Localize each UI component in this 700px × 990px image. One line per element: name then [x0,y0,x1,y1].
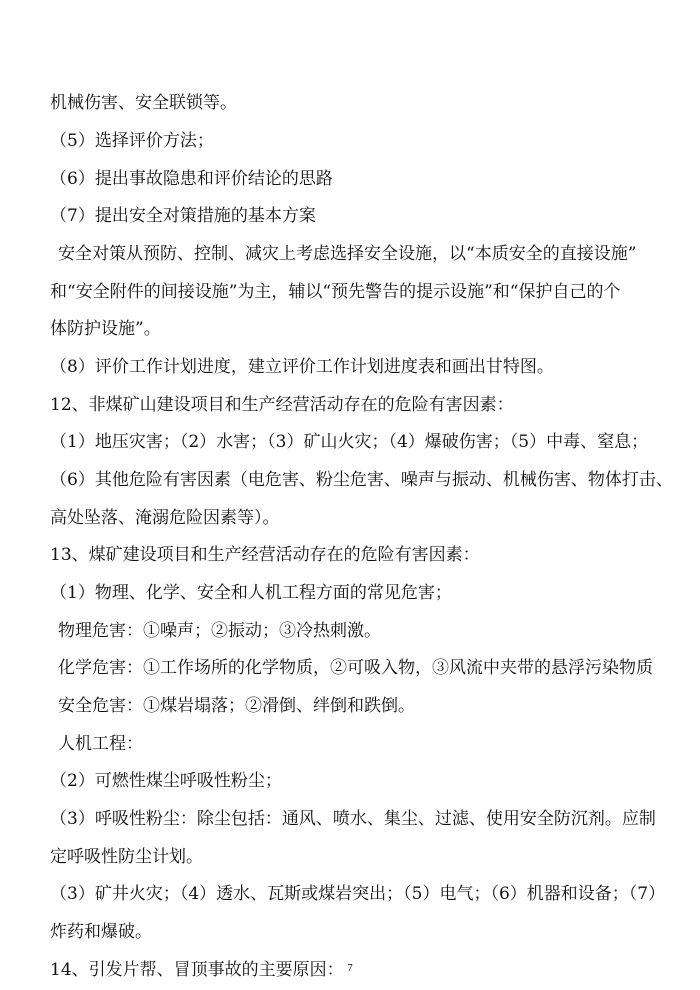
text-line: （7）提出安全对策措施的基本方案 [50,206,316,226]
text-line: 机械伤害、安全联锁等。 [50,93,237,113]
text-line: （3）矿井火灾；（4）透水、瓦斯或煤岩突出；（5）电气；（6）机器和设备；（7） [50,884,666,904]
text-line: （6）提出事故隐患和评价结论的思路 [50,169,333,189]
text-line: （6）其他危险有害因素（电危害、粉尘危害、噪声与振动、机械伤害、物体打击、 [50,470,673,490]
section-heading: 13、煤矿建设项目和生产经营活动存在的危险有害因素： [50,545,480,565]
text-line: 安全对策从预防、控制、减灾上考虑选择安全设施，以“本质安全的直接设施” [58,244,637,264]
text-line: 化学危害：①工作场所的化学物质，②可吸入物，③风流中夹带的悬浮污染物质 [58,658,653,678]
text-line: （1）物理、化学、安全和人机工程方面的常见危害； [50,583,452,603]
page-number: 7 [347,962,353,974]
section-heading: 14、引发片帮、冒顶事故的主要原因： [50,960,344,980]
text-line: （3）呼吸性粉尘：除尘包括：通风、喷水、集尘、过滤、使用安全防沉剂。应制 [50,809,656,829]
text-line: 炸药和爆破。 [50,922,152,942]
text-line: 高处坠落、淹溺危险因素等）。 [50,508,280,528]
text-line: 安全危害：①煤岩塌落；②滑倒、绊倒和跌倒。 [58,696,415,716]
text-line: 定呼吸性防尘计划。 [50,847,203,867]
text-line: 体防护设施”。 [50,319,161,339]
text-line: （1）地压灾害；（2）水害；（3）矿山火灾；（4）爆破伤害；（5）中毒、窒息； [50,432,649,452]
text-line: 物理危害：①噪声；②振动；③冷热刺激。 [58,621,381,641]
text-line: 和“安全附件的间接设施”为主，辅以“预先警告的提示设施”和“保护自己的个 [50,282,621,302]
section-heading: 12、非煤矿山建设项目和生产经营活动存在的危险有害因素： [50,395,514,415]
text-line: （2）可燃性煤尘呼吸性粉尘； [50,771,282,791]
text-line: （5）选择评价方法； [50,131,214,151]
text-line: （8）评价工作计划进度，建立评价工作计划进度表和画出甘特图。 [50,357,554,377]
text-line: 人机工程： [58,734,143,754]
